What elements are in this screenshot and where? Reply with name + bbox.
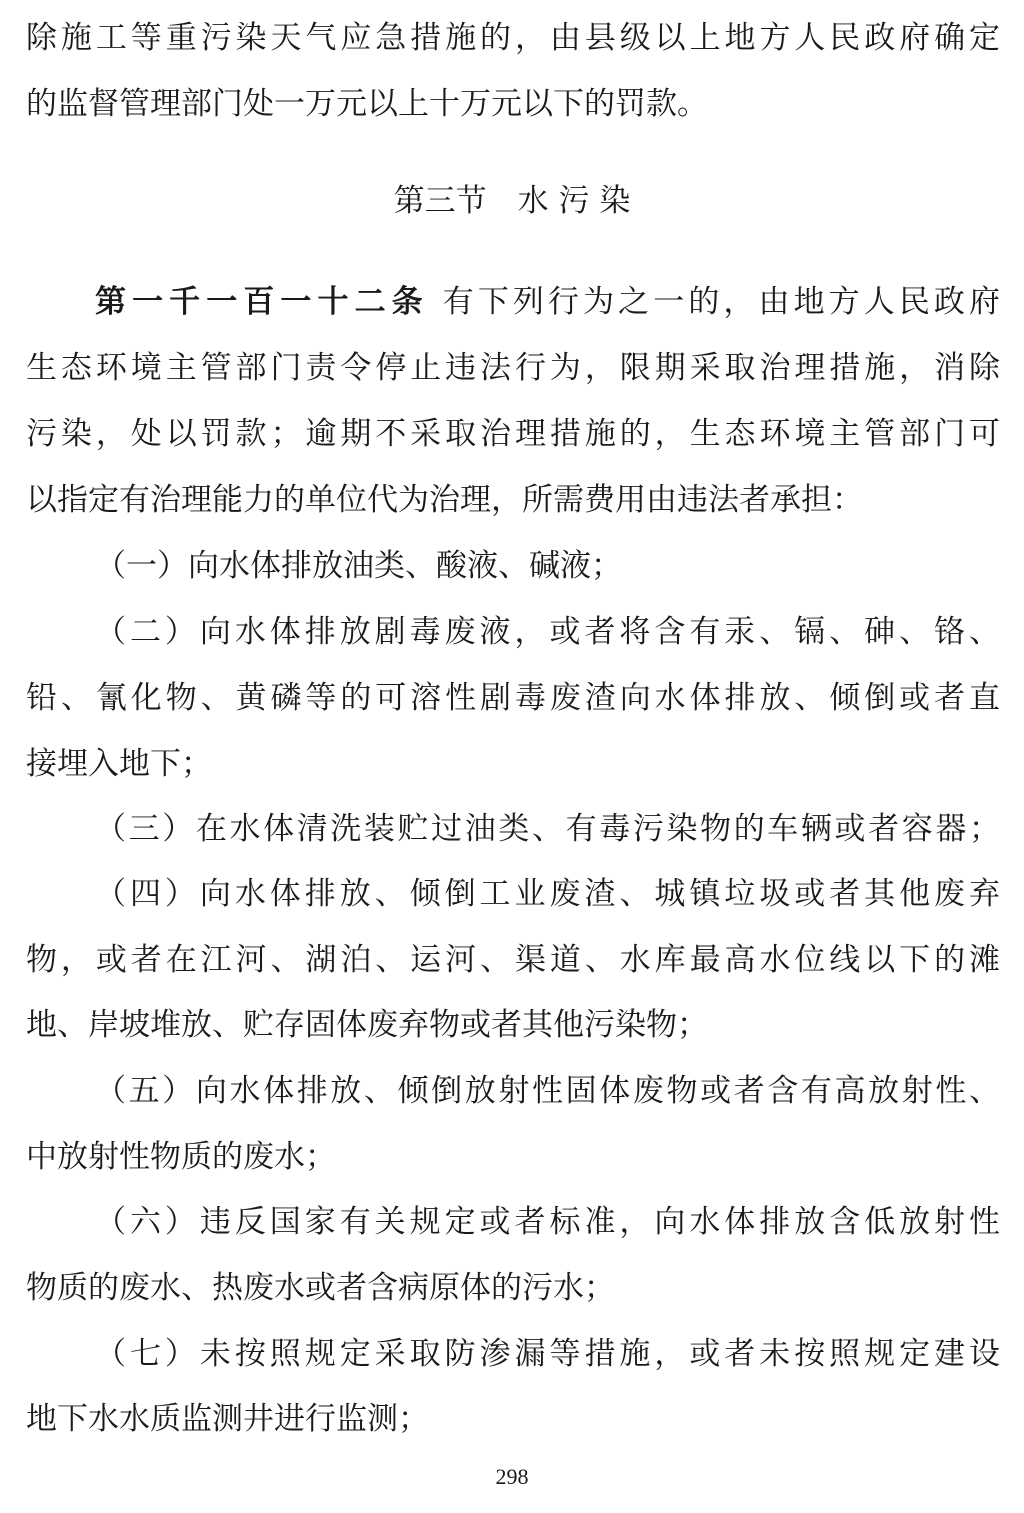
item-5-line-2: 中放射性物质的废水； (26, 1139, 336, 1175)
item-7-line-2: 地下水水质监测井进行监测； (26, 1401, 429, 1437)
article-number: 第一千一百一十二条 (95, 284, 429, 320)
item-3-line-1: （三）在水体清洗装贮过油类、有毒污染物的车辆或者容器； (95, 811, 1000, 847)
article-text-1: 有下列行为之一的，由地方人民政府 (442, 284, 1000, 320)
section-title: 第三节 水 污 染 (393, 183, 631, 219)
article-text-3: 污染，处以罚款；逾期不采取治理措施的，生态环境主管部门可 (26, 416, 1000, 452)
item-2-line-2: 铅、氰化物、黄磷等的可溶性剧毒废渣向水体排放、倾倒或者直 (26, 680, 1000, 716)
page-number: 298 (495, 1464, 529, 1489)
article-text-4: 以指定有治理能力的单位代为治理，所需费用由违法者承担： (26, 482, 863, 518)
carryover-line-1: 除施工等重污染天气应急措施的，由县级以上地方人民政府确定 (26, 20, 1000, 56)
item-5-line-1: （五）向水体排放、倾倒放射性固体废物或者含有高放射性、 (95, 1073, 1000, 1109)
item-6-line-1: （六）违反国家有关规定或者标准，向水体排放含低放射性 (95, 1204, 1000, 1240)
item-1-line-1: （一）向水体排放油类、酸液、碱液； (95, 548, 622, 584)
item-2-line-1: （二）向水体排放剧毒废液，或者将含有汞、镉、砷、铬、 (95, 614, 1000, 650)
item-2-line-3: 接埋入地下； (26, 746, 212, 782)
item-7-line-1: （七）未按照规定采取防渗漏等措施，或者未按照规定建设 (95, 1336, 1000, 1372)
carryover-line-2: 的监督管理部门处一万元以上十万元以下的罚款。 (26, 86, 708, 122)
item-6-line-2: 物质的废水、热废水或者含病原体的污水； (26, 1270, 615, 1306)
article-first-line (95, 277, 1000, 327)
item-4-line-2: 物，或者在江河、湖泊、运河、渠道、水库最高水位线以下的滩 (26, 942, 1000, 978)
article-text-2: 生态环境主管部门责令停止违法行为，限期采取治理措施，消除 (26, 350, 1000, 386)
item-4-line-1: （四）向水体排放、倾倒工业废渣、城镇垃圾或者其他废弃 (95, 876, 1000, 912)
item-4-line-3: 地、岸坡堆放、贮存固体废弃物或者其他污染物； (26, 1007, 708, 1043)
